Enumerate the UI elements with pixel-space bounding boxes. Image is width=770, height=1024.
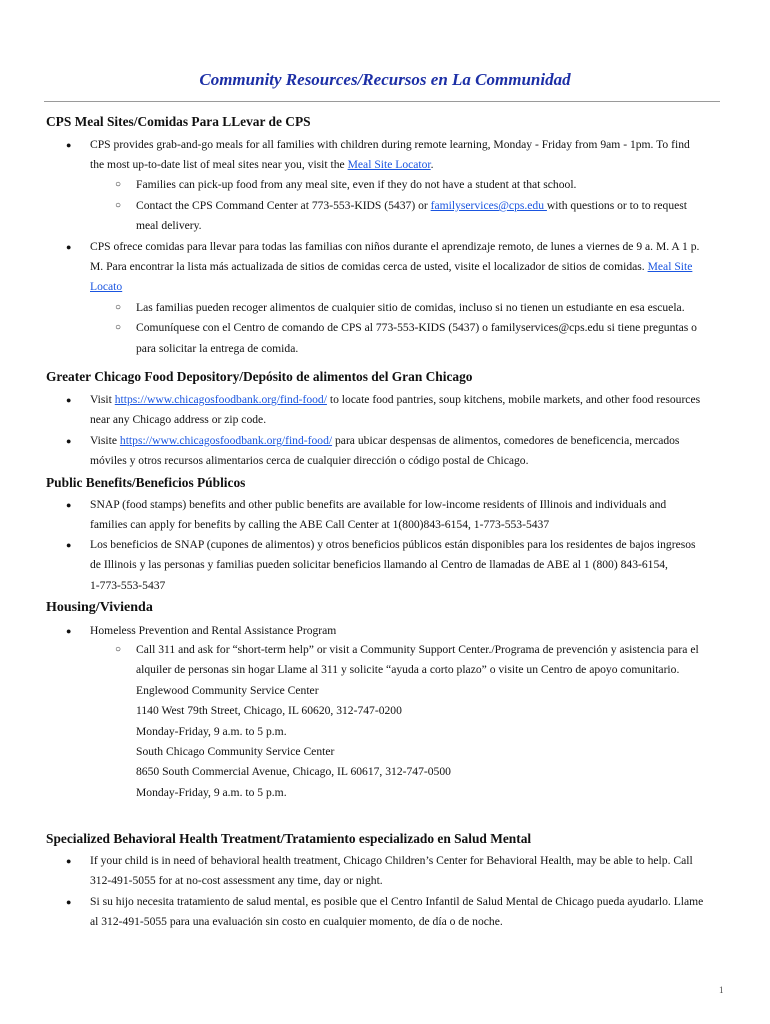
cps-sub-bullet-3: Las familias pueden recoger alimentos de cualquier sitio de comidas, incluso si no tienen un estudiante en esa escuela.	[136, 301, 685, 314]
section-heading-food: Greater Chicago Food Depository/Depósito de alimentos del Gran Chicago	[46, 369, 473, 384]
bullet-icon: ●	[66, 897, 72, 907]
cps-bullet-2-line-3	[90, 280, 122, 294]
bullet-icon: ●	[66, 436, 72, 446]
bullet-icon: ●	[66, 140, 72, 150]
south-chicago-center-hours: Monday-Friday, 9 a.m. to 5 p.m.	[136, 786, 287, 799]
englewood-center-name: Englewood Community Service Center	[136, 684, 319, 697]
bullet-icon: ●	[66, 540, 72, 550]
englewood-center-hours: Monday-Friday, 9 a.m. to 5 p.m.	[136, 725, 287, 738]
behavioral-bullet-1-line-1: If your child is in need of behavioral health treatment, Chicago Children’s Center for Behavioral Health, may be able to help. Call	[90, 854, 693, 867]
sub-bullet-icon: ○	[115, 302, 122, 313]
bullet-icon: ●	[66, 626, 72, 636]
cps-bullet-1-line-2: the most up-to-date list of meal sites near you, visit the Meal Site Locator.	[90, 158, 434, 171]
benefits-bullet-2-line-1: Los beneficios de SNAP (cupones de alimentos) y otros beneficios públicos están disponibles para los residentes de bajos ingresos	[90, 538, 696, 551]
sub-bullet-icon: ○	[115, 644, 122, 655]
cps-sub-bullet-4-line-1: Comuníquese con el Centro de comando de CPS al 773-553-KIDS (5437) o familyservices@cps.edu si tiene preguntas o	[136, 321, 697, 334]
food-bullet-2-line-1: Visite https://www.chicagosfoodbank.org/find-food/ para ubicar despensas de alimentos, comedores de beneficencia, mercados	[90, 434, 680, 447]
south-chicago-center-name: South Chicago Community Service Center	[136, 745, 335, 758]
cps-sub-bullet-2-line-1: Contact the CPS Command Center at 773-553-KIDS (5437) or familyservices@cps.edu with questions or to to request	[136, 199, 687, 212]
housing-bullet-1: Homeless Prevention and Rental Assistance Program	[90, 624, 337, 637]
benefits-bullet-2-line-2: de Illinois y las personas y familias pueden solicitar beneficios llamando al Centro de llamadas de ABE al 1 (800) 843-6154,	[90, 558, 668, 571]
behavioral-bullet-1-line-2: 312-491-5055 for at no-cost assessment any time, day or night.	[90, 874, 383, 887]
section-heading-behavioral: Specialized Behavioral Health Treatment/Tratamiento especializado en Salud Mental	[46, 831, 532, 846]
section-heading-housing: Housing/Vivienda	[46, 600, 153, 615]
sub-bullet-icon: ○	[115, 179, 122, 190]
housing-sub-line-1: Call 311 and ask for “short-term help” or visit a Community Support Center./Programa de prevención y asistencia para el	[136, 643, 699, 656]
sub-bullet-icon: ○	[115, 200, 122, 211]
benefits-bullet-1-line-1: SNAP (food stamps) benefits and other public benefits are available for low-income residents of Illinois and individuals and	[90, 498, 667, 511]
bullet-icon: ●	[66, 395, 72, 405]
cps-bullet-2-line-1: CPS ofrece comidas para llevar para todas las familias con niños durante el aprendizaje remoto, de lunes a viernes de 9 a. M. A 1 p.	[90, 240, 700, 253]
find-food-link[interactable]: https://www.chicagosfoodbank.org/find-food/	[114, 393, 327, 406]
food-bullet-1-line-2: near any Chicago address or zip code.	[90, 413, 267, 426]
familyservices-email-link[interactable]: familyservices@cps.edu	[430, 199, 547, 212]
cps-sub-bullet-2-line-2: meal delivery.	[136, 219, 202, 232]
englewood-center-address: 1140 West 79th Street, Chicago, IL 60620, 312-747-0200	[136, 704, 402, 717]
benefits-bullet-1-line-2: families can apply for benefits by calling the ABE Call Center at 1(800)843-6154, 1-773-553-5437	[90, 518, 550, 531]
page-number: 1	[719, 985, 724, 995]
cps-sub-bullet-4-line-2: para solicitar la entrega de comida.	[136, 342, 299, 355]
food-bullet-1-line-1: Visit https://www.chicagosfoodbank.org/find-food/ to locate food pantries, soup kitchens, mobile markets, and other food resources	[90, 393, 701, 406]
page-title: Community Resources/Recursos en La Communidad	[199, 70, 571, 89]
cps-bullet-2-line-2: M. Para encontrar la lista más actualizada de sitios de comidas cerca de usted, visite el localizador de sitios de comidas. Meal Site	[90, 260, 693, 273]
behavioral-bullet-2-line-1: Si su hijo necesita tratamiento de salud mental, es posible que el Centro Infantil de Salud Mental de Chicago pueda ayudarlo. Llame	[90, 895, 704, 908]
meal-site-link-es-part-1[interactable]: Meal Site	[647, 260, 693, 273]
cps-sub-bullet-1: Families can pick-up food from any meal site, even if they do not have a student at that school.	[136, 178, 577, 191]
bullet-icon: ●	[66, 500, 72, 510]
housing-sub-line-2: alquiler de personas sin hogar Llame al 311 y solicite “ayuda a corto plazo” o visite un Centro de apoyo comunitario.	[136, 663, 680, 676]
meal-site-locator-link[interactable]: Meal Site Locator	[347, 158, 431, 171]
section-heading-benefits: Public Benefits/Beneficios Públicos	[46, 475, 246, 490]
behavioral-bullet-2-line-2: al 312-491-5055 para una evaluación sin costo en cualquier momento, de día o de noche.	[90, 915, 503, 928]
food-bullet-2-line-2: móviles y otros recursos alimentarios cerca de cualquier dirección o código postal de Chicago.	[90, 454, 529, 467]
sub-bullet-icon: ○	[115, 322, 122, 333]
meal-site-link-es-part-2[interactable]: Locato	[90, 280, 123, 293]
title-divider	[44, 101, 720, 102]
benefits-bullet-2-line-3: 1-773-553-5437	[90, 579, 166, 592]
cps-bullet-1-line-1: CPS provides grab-and-go meals for all families with children during remote learning, Monday - Friday from 9am - 1pm. To find	[90, 138, 690, 151]
bullet-icon: ●	[66, 242, 72, 252]
section-heading-cps: CPS Meal Sites/Comidas Para LLevar de CPS	[46, 114, 311, 129]
find-food-link-es[interactable]: https://www.chicagosfoodbank.org/find-food/	[119, 434, 333, 447]
bullet-icon: ●	[66, 856, 72, 866]
south-chicago-center-address: 8650 South Commercial Avenue, Chicago, IL 60617, 312-747-0500	[136, 765, 451, 778]
